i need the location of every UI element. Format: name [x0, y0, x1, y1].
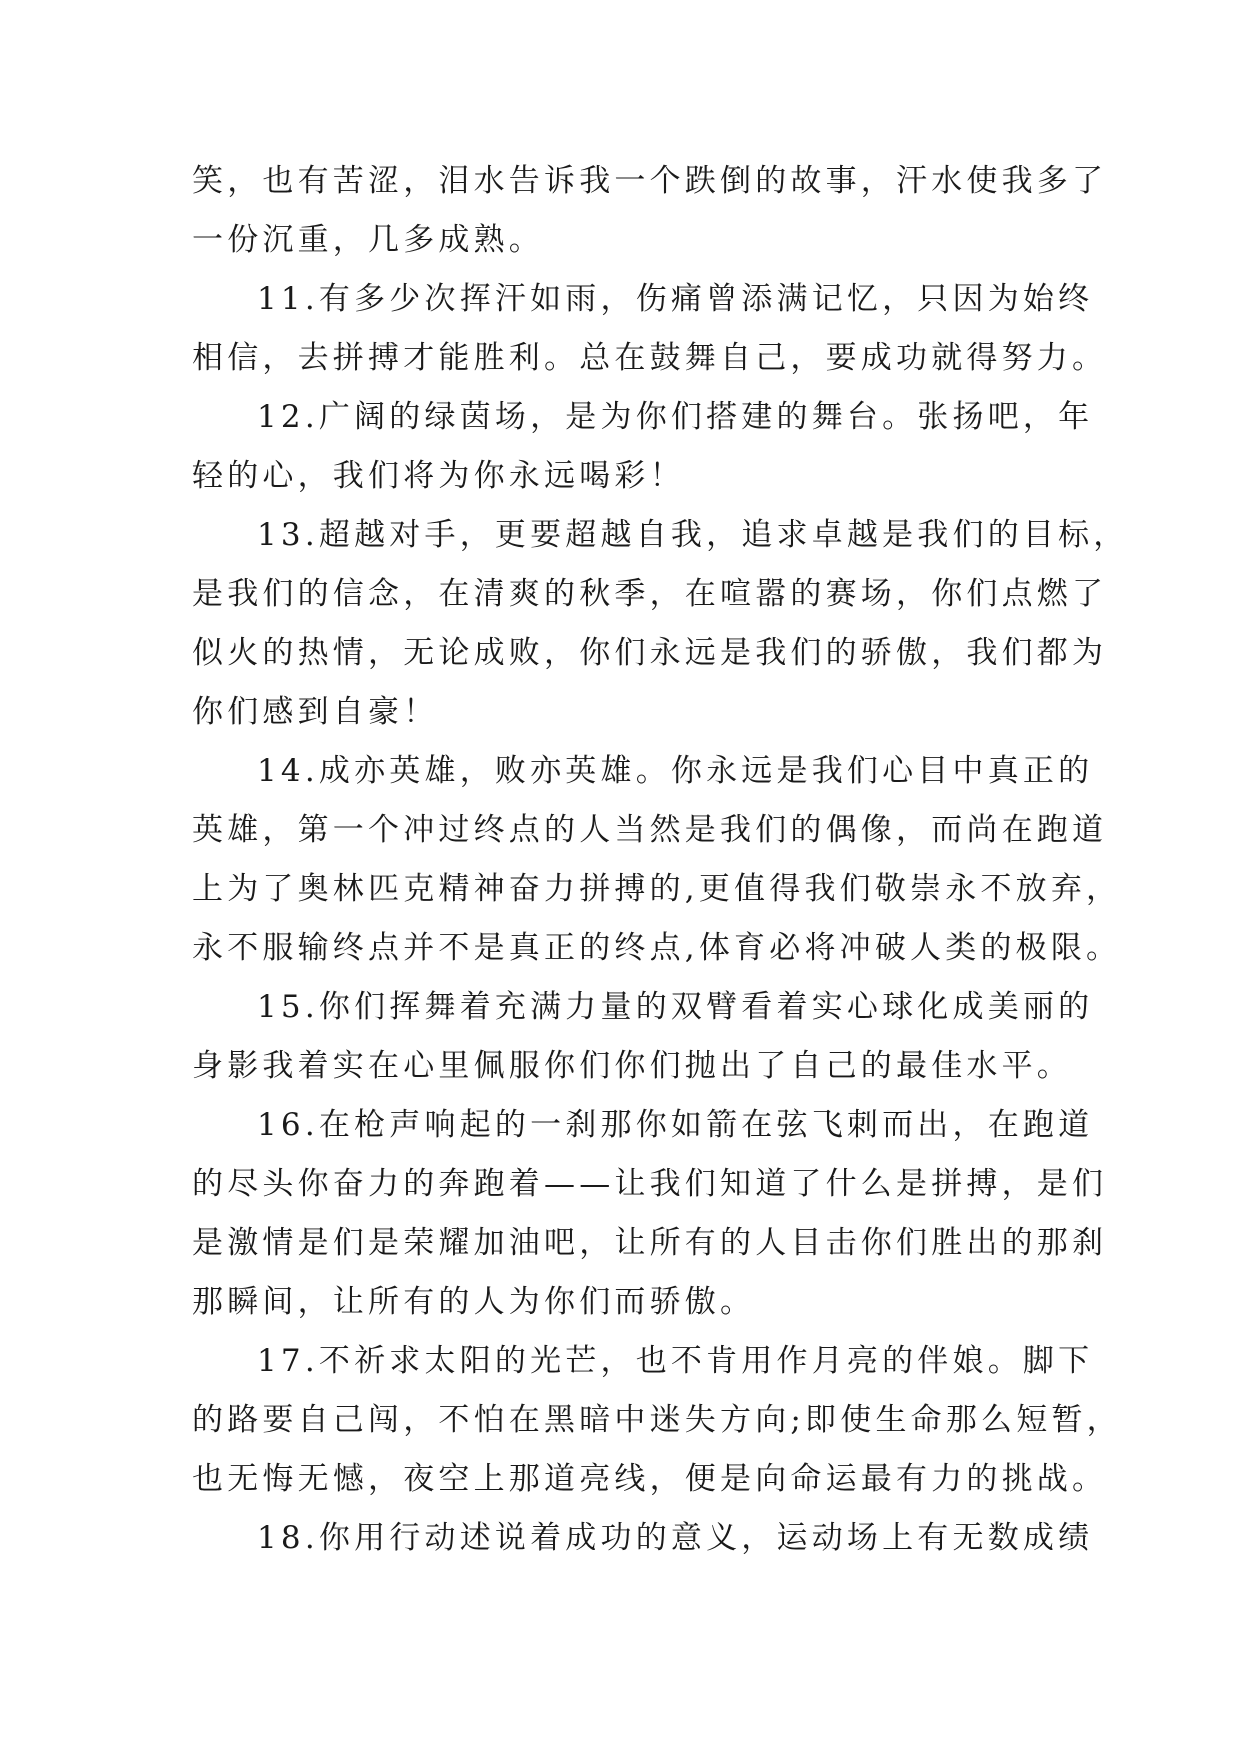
- text-line: 一份沉重，几多成熟。: [192, 222, 544, 258]
- text-line: 的尽头你奋力的奔跑着——让我们知道了什么是拼搏，是们: [192, 1166, 1108, 1202]
- text-line: 那瞬间，让所有的人为你们而骄傲。: [192, 1284, 756, 1320]
- text-line: 17.不祈求太阳的光芒，也不肯用作月亮的伴娘。脚下: [257, 1343, 1094, 1379]
- text-line: 是激情是们是荣耀加油吧，让所有的人目击你们胜出的那刹: [192, 1225, 1108, 1261]
- text-line: 14.成亦英雄，败亦英雄。你永远是我们心目中真正的: [257, 753, 1094, 789]
- text-line: 你们感到自豪！: [192, 694, 439, 730]
- text-line: 的路要自己闯，不怕在黑暗中迷失方向;即使生命那么短暂，: [192, 1402, 1122, 1438]
- text-line: 是我们的信念，在清爽的秋季，在喧嚣的赛场，你们点燃了: [192, 576, 1108, 612]
- text-line: 也无悔无憾，夜空上那道亮线，便是向命运最有力的挑战。: [192, 1461, 1108, 1497]
- text-line: 13.超越对手，更要超越自我，追求卓越是我们的目标，: [257, 517, 1129, 553]
- text-line: 似火的热情，无论成败，你们永远是我们的骄傲，我们都为: [192, 635, 1108, 671]
- text-line: 身影我着实在心里佩服你们你们抛出了自己的最佳水平。: [192, 1048, 1072, 1084]
- text-line: 18.你用行动述说着成功的意义，运动场上有无数成绩: [257, 1520, 1094, 1556]
- text-line: 16.在枪声响起的一刹那你如箭在弦飞刺而出，在跑道: [257, 1107, 1094, 1143]
- text-line: 11.有多少次挥汗如雨，伤痛曾添满记忆，只因为始终: [257, 281, 1094, 317]
- text-line: 笑，也有苦涩，泪水告诉我一个跌倒的故事，汗水使我多了: [192, 163, 1108, 199]
- document-body: [192, 152, 1129, 1568]
- text-line: 轻的心，我们将为你永远喝彩！: [192, 458, 685, 494]
- text-line: 上为了奥林匹克精神奋力拼搏的,更值得我们敬崇永不放弃，: [192, 871, 1122, 907]
- text-line: 永不服输终点并不是真正的终点,体育必将冲破人类的极限。: [192, 930, 1122, 966]
- text-line: 15.你们挥舞着充满力量的双臂看着实心球化成美丽的: [257, 989, 1094, 1025]
- text-line: 12.广阔的绿茵场，是为你们搭建的舞台。张扬吧，年: [257, 399, 1094, 435]
- text-line: 相信，去拼搏才能胜利。总在鼓舞自己，要成功就得努力。: [192, 340, 1108, 376]
- text-line: 英雄，第一个冲过终点的人当然是我们的偶像，而尚在跑道: [192, 812, 1108, 848]
